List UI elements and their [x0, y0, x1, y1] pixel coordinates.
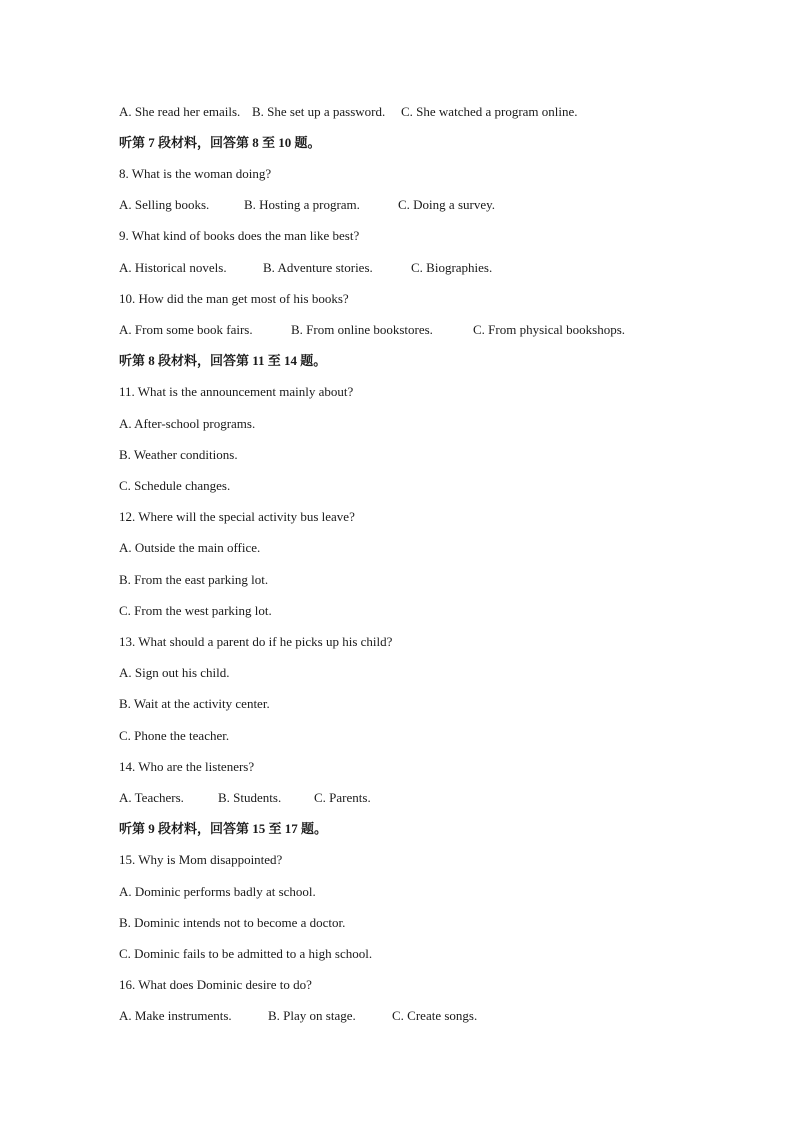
option-b: B. Students. — [218, 790, 282, 805]
option-c: C. Biographies. — [411, 260, 493, 275]
option-b: B. Weather conditions. — [119, 447, 238, 462]
option-b: B. Wait at the activity center. — [119, 696, 270, 711]
section-heading: 听第 8 段材料，回答第 11 至 14 题。 — [119, 353, 327, 368]
option-a: A. Make instruments. — [119, 1008, 232, 1023]
option-a: A. Outside the main office. — [119, 540, 261, 555]
option-a: A. Historical novels. — [119, 260, 227, 275]
question-16: 16. What does Dominic desire to do? — [119, 977, 312, 992]
option-b: B. Dominic intends not to become a doctor. — [119, 915, 346, 930]
section-heading: 听第 9 段材料，回答第 15 至 17 题。 — [119, 821, 328, 836]
option-a: A. She read her emails. — [119, 104, 241, 119]
option-a: A. After-school programs. — [119, 416, 256, 431]
question-10: 10. How did the man get most of his books? — [119, 291, 349, 306]
option-c: C. From the west parking lot. — [119, 603, 272, 618]
option-a: A. Dominic performs badly at school. — [119, 884, 316, 899]
option-a: A. Selling books. — [119, 197, 210, 212]
option-c: C. Parents. — [314, 790, 371, 805]
question-13: 13. What should a parent do if he picks up his child? — [119, 634, 393, 649]
option-c: C. She watched a program online. — [401, 104, 578, 119]
option-b: B. From the east parking lot. — [119, 572, 269, 587]
option-b: B. Play on stage. — [268, 1008, 356, 1023]
option-a: A. From some book fairs. — [119, 322, 253, 337]
question-9: 9. What kind of books does the man like best? — [119, 228, 360, 243]
option-c: C. Dominic fails to be admitted to a high school. — [119, 946, 373, 961]
question-12: 12. Where will the special activity bus leave? — [119, 509, 355, 524]
option-c: C. Create songs. — [392, 1008, 478, 1023]
question-14: 14. Who are the listeners? — [119, 759, 255, 774]
option-c: C. Phone the teacher. — [119, 728, 230, 743]
question-11: 11. What is the announcement mainly about? — [119, 384, 354, 399]
option-b: B. She set up a password. — [252, 104, 386, 119]
question-15: 15. Why is Mom disappointed? — [119, 852, 283, 867]
question-8: 8. What is the woman doing? — [119, 166, 272, 181]
option-b: B. From online bookstores. — [291, 322, 433, 337]
option-a: A. Teachers. — [119, 790, 184, 805]
option-c: C. From physical bookshops. — [473, 322, 626, 337]
option-c: C. Doing a survey. — [398, 197, 496, 212]
option-c: C. Schedule changes. — [119, 478, 231, 493]
section-heading: 听第 7 段材料，回答第 8 至 10 题。 — [119, 135, 321, 150]
option-a: A. Sign out his child. — [119, 665, 230, 680]
option-b: B. Hosting a program. — [244, 197, 360, 212]
option-b: B. Adventure stories. — [263, 260, 373, 275]
